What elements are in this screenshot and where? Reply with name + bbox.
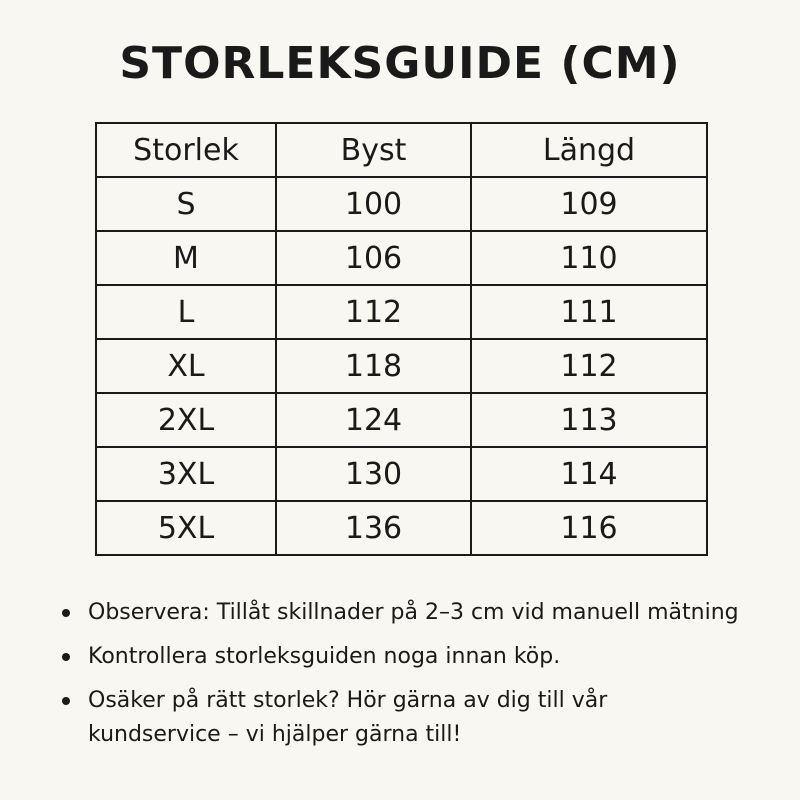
- table-row: [96, 285, 707, 339]
- page-title: STORLEKSGUIDE (CM): [119, 38, 681, 89]
- bust-cell: 130: [276, 447, 471, 501]
- bust-cell: 100: [276, 177, 471, 231]
- table-row: [96, 231, 707, 285]
- bust-cell: 118: [276, 339, 471, 393]
- size-cell: L: [96, 285, 276, 339]
- length-cell: 110: [471, 231, 707, 285]
- length-cell: 114: [471, 447, 707, 501]
- column-header-size: Storlek: [96, 123, 276, 177]
- size-cell: S: [96, 177, 276, 231]
- bust-cell: 124: [276, 393, 471, 447]
- bust-cell: 106: [276, 231, 471, 285]
- size-table: [95, 122, 708, 556]
- size-cell: 5XL: [96, 501, 276, 555]
- size-cell: 3XL: [96, 447, 276, 501]
- table-row: [96, 339, 707, 393]
- size-cell: M: [96, 231, 276, 285]
- note-item: [60, 684, 728, 752]
- length-cell: 113: [471, 393, 707, 447]
- note-text: Observera: Tillåt skillnader på 2–3 cm vid manuell mätning: [88, 600, 739, 625]
- note-text: Kontrollera storleksguiden noga innan köp.: [88, 644, 561, 669]
- note-item: [60, 596, 800, 630]
- length-cell: 116: [471, 501, 707, 555]
- notes-list: [60, 596, 800, 762]
- table-row: [96, 447, 707, 501]
- note-text: Osäker på rätt storlek? Hör gärna av dig till vår kundservice – vi hjälper gärna till!: [88, 688, 608, 747]
- bullet-icon: [62, 653, 70, 661]
- bust-cell: 136: [276, 501, 471, 555]
- table-row: [96, 501, 707, 555]
- column-header-length: Längd: [471, 123, 707, 177]
- bust-cell: 112: [276, 285, 471, 339]
- length-cell: 112: [471, 339, 707, 393]
- bullet-icon: [62, 697, 70, 705]
- note-item: [60, 640, 800, 674]
- size-cell: 2XL: [96, 393, 276, 447]
- column-header-bust: Byst: [276, 123, 471, 177]
- table-row: [96, 393, 707, 447]
- length-cell: 109: [471, 177, 707, 231]
- size-cell: XL: [96, 339, 276, 393]
- table-header-row: [96, 123, 707, 177]
- bullet-icon: [62, 609, 70, 617]
- length-cell: 111: [471, 285, 707, 339]
- table-row: [96, 177, 707, 231]
